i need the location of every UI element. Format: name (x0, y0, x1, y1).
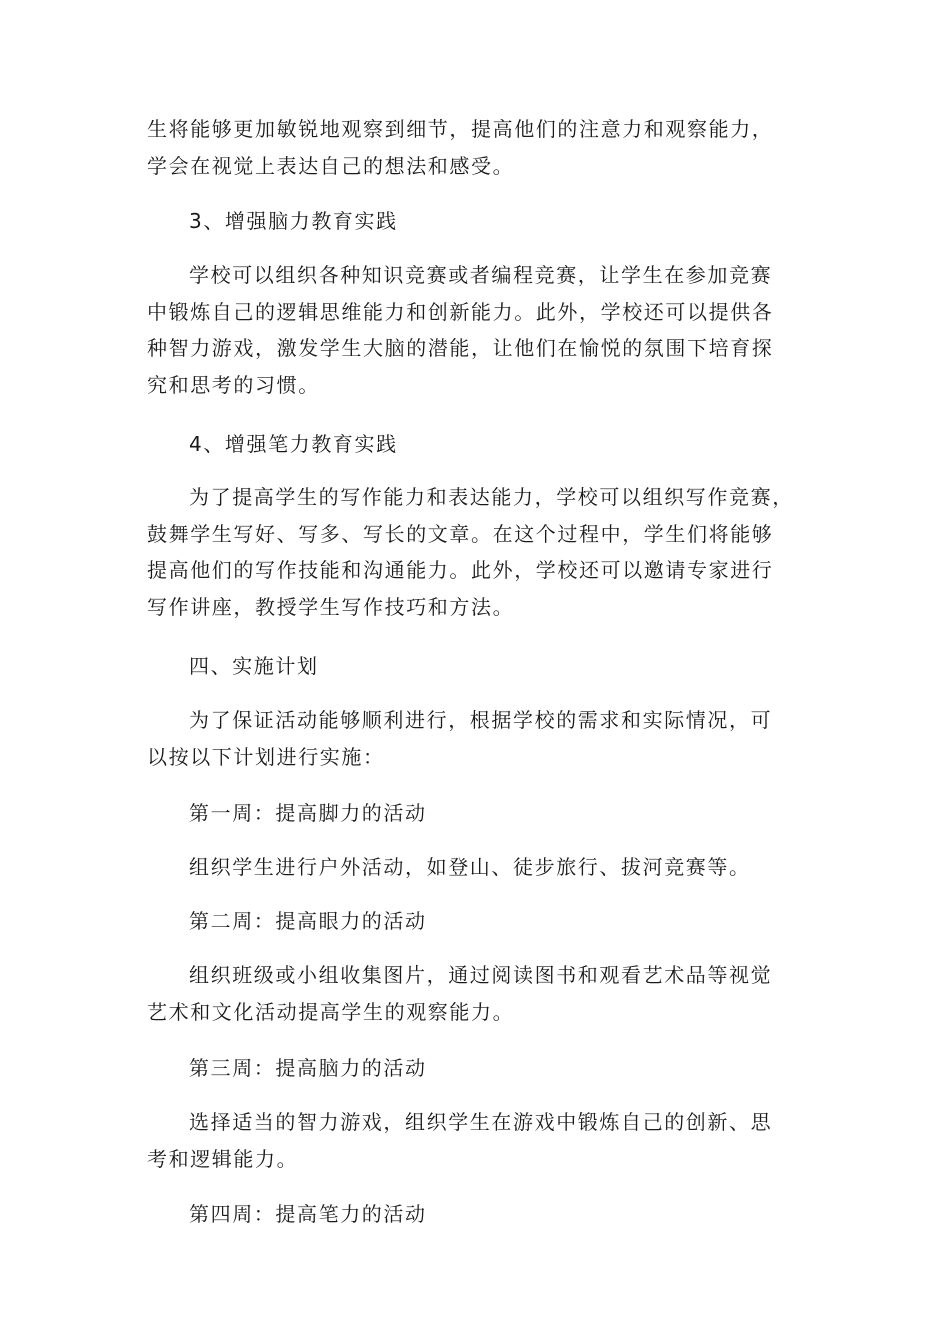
heading-text: 第二周：提高眼力的活动 (189, 909, 427, 933)
heading-text: 第一周：提高脚力的活动 (189, 801, 427, 825)
paragraph-line: 组织班级或小组收集图片，通过阅读图书和观看艺术品等视觉 (189, 963, 773, 987)
paragraph-line: 考和逻辑能力。 (147, 1146, 299, 1171)
paragraph-line: 为了保证活动能够顺利进行，根据学校的需求和实际情况，可 (189, 708, 773, 732)
paragraph-line: 鼓舞学生写好、写多、写长的文章。在这个过程中，学生们将能够 (147, 521, 774, 546)
paragraph-line: 选择适当的智力游戏，组织学生在游戏中锻炼自己的创新、思 (189, 1110, 773, 1134)
paragraph-line: 生将能够更加敏锐地观察到细节，提高他们的注意力和观察能力， (147, 117, 774, 141)
paragraph-brain-practice (147, 257, 807, 403)
paragraph-line: 究和思考的习惯。 (147, 372, 320, 397)
paragraph-week-2 (147, 957, 807, 1030)
heading-week-2 (147, 903, 807, 940)
paragraph-week-1 (147, 849, 807, 886)
paragraph-week-3 (147, 1104, 807, 1177)
heading-writing-practice (147, 426, 807, 463)
paragraph-observation-continued (147, 111, 807, 184)
heading-text: 3、增强脑力教育实践 (189, 209, 398, 233)
paragraph-line: 以按以下计划进行实施： (147, 744, 385, 769)
paragraph-line: 提高他们的写作技能和沟通能力。此外，学校还可以邀请专家进行 (147, 558, 774, 582)
heading-implementation-plan (147, 648, 807, 685)
paragraph-writing-practice (147, 479, 807, 625)
paragraph-line: 种智力游戏，激发学生大脑的潜能，让他们在愉悦的氛围下培育探 (147, 336, 774, 360)
paragraph-line: 中锻炼自己的逻辑思维能力和创新能力。此外，学校还可以提供各 (147, 299, 774, 324)
heading-week-3 (147, 1050, 807, 1087)
paragraph-line: 学会在视觉上表达自己的想法和感受。 (147, 153, 515, 178)
heading-week-1 (147, 795, 807, 832)
heading-text: 第三周：提高脑力的活动 (189, 1056, 427, 1080)
paragraph-line: 学校可以组织各种知识竞赛或者编程竞赛，让学生在参加竞赛 (189, 263, 773, 287)
paragraph-line: 艺术和文化活动提高学生的观察能力。 (147, 999, 515, 1024)
paragraph-line: 写作讲座，教授学生写作技巧和方法。 (147, 594, 515, 619)
paragraph-line: 组织学生进行户外活动，如登山、徒步旅行、拔河竞赛等。 (189, 855, 751, 879)
heading-brain-practice (147, 203, 807, 240)
heading-text: 四、实施计划 (189, 654, 319, 678)
paragraph-plan-intro (147, 702, 807, 775)
heading-week-4 (147, 1196, 807, 1233)
paragraph-line: 为了提高学生的写作能力和表达能力，学校可以组织写作竞赛， (189, 485, 794, 509)
heading-text: 第四周：提高笔力的活动 (189, 1202, 427, 1226)
heading-text: 4、增强笔力教育实践 (189, 432, 398, 456)
